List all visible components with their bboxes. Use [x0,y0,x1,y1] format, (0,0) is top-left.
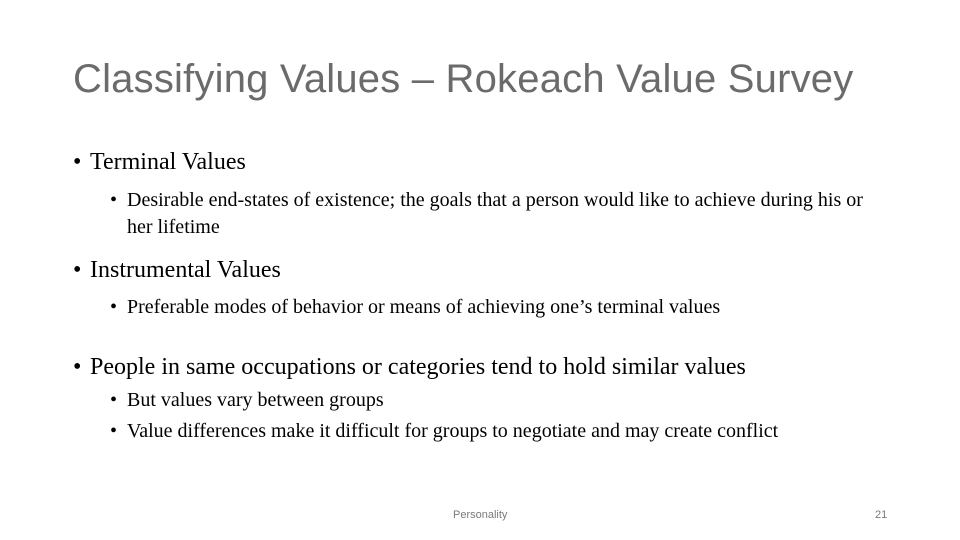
bullet-point-2-text: Instrumental Values [90,257,281,283]
sub-bullet-3-1-text: But values vary between groups [127,389,384,411]
sub-bullet-3-1 [110,387,893,414]
bullet-point-1 [73,147,893,177]
sub-bullet-1-1 [110,187,893,241]
sub-bullet-2-1-text: Preferable modes of behavior or means of achieving one’s terminal values [127,296,721,318]
bullet-point-1-text: Terminal Values [90,149,246,175]
slide-body [73,147,893,445]
bullet-point-3-text: People in same occupations or categories tend to hold similar values [90,354,746,380]
bullet-icon: • [73,354,82,380]
sub-bullet-icon: • [110,389,118,411]
sub-bullet-icon: • [110,420,118,442]
sub-bullet-icon: • [110,189,118,211]
bullet-point-3 [73,352,893,382]
sub-bullet-icon: • [110,296,118,318]
bullet-point-2 [73,255,893,285]
bullet-icon: • [73,149,82,175]
slide-footer: Personality [453,509,508,521]
slide-title: Classifying Values – Rokeach Value Survey [73,57,854,101]
slide-number: 21 [875,509,888,521]
sub-bullet-2-1 [110,294,893,321]
sub-bullet-1-1-text: Desirable end-states of existence; the goals that a person would like to achieve during his or her lifetime [127,189,863,238]
sub-bullet-3-2-text: Value differences make it difficult for groups to negotiate and may create conflict [127,420,779,442]
bullet-icon: • [73,257,82,283]
sub-bullet-3-2 [110,418,893,445]
